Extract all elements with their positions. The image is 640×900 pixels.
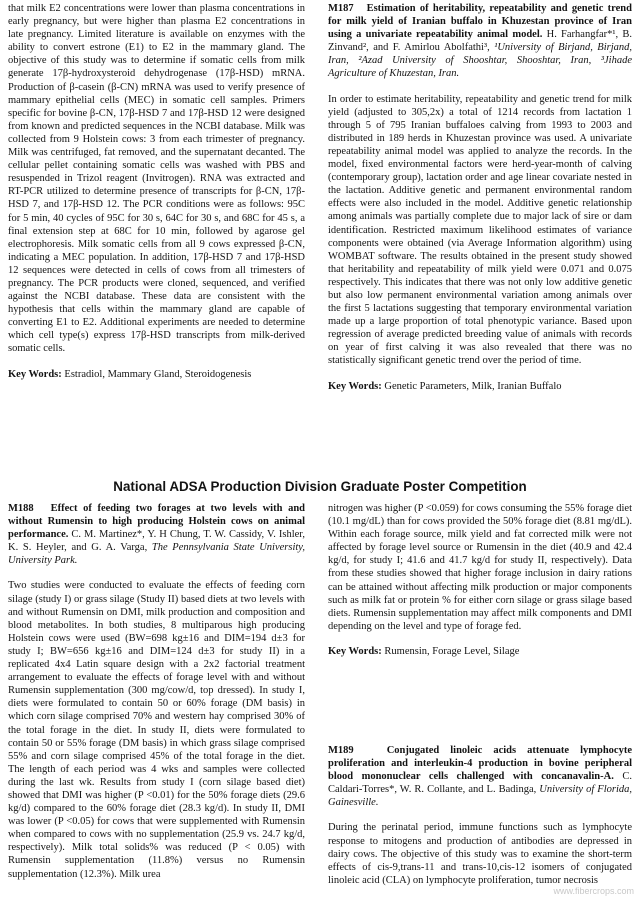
abstract-continued-column	[8, 2, 305, 381]
key-words-text: Estradiol, Mammary Gland, Steroidogenesis	[64, 368, 252, 380]
key-words-text: Rumensin, Forage Level, Silage	[384, 645, 520, 657]
abstract-code: M187	[328, 3, 354, 14]
section-title: National ADSA Production Division Graduate Poster Competition	[113, 479, 527, 494]
abstract-body: During the perinatal period, immune functions such as lymphocyte response to mitogens and production of antibodies are depressed in dairy cows. The objective of this study was to examine the short-term effects of cis-9,trans-11 and trans-10,cis-12 isomers of conjugated linoleic acid (CLA) on lymphocyte proliferation, tumor necrosis	[328, 822, 632, 886]
key-words-label: Key Words:	[328, 380, 382, 392]
abstract-code: M188	[8, 503, 34, 514]
key-words	[8, 368, 305, 381]
abstract-m189	[328, 744, 632, 887]
abstract-title: Conjugated linoleic acids attenuate lymphocyte proliferation and interleukin-4 production in bovine peripheral blood mononuclear cells challenged with concanavalin-A.	[328, 745, 633, 783]
abstract-header	[328, 744, 632, 809]
abstract-title: Effect of feeding two forages at two levels with and without Rumensin to high producing Holstein cows on animal performance.	[8, 503, 306, 541]
abstract-authors: C. Caldari-Torres*, W. R. Collante, and L. Badinga,	[328, 771, 632, 796]
abstract-header	[328, 2, 632, 81]
abstract-body: In order to estimate heritability, repeatability and genetic trend for milk yield (adjusted to 305,2x) a total of 1214 records from lactation 1 through 5 of 795 Iranian buffaloes calving from 1993 to 2003 and distributed in 189 herds in Khuzestan province was used. A univariate repeatability animal model was applied to analyze the records. In the model, fixed environmental factors were herd-year-month of calving (contemporary group), lactation order and age linear covariate nested in the lactation. Additive genetic and permanent environmental random effects were also included in the model. Additive genetic relationship among animals was partially complete due to major lack of sire or dam identification. Restricted maximum likelihood estimates of variance components were obtained (via Average Information algorithm) using WOMBAT software. The results obtained in the present study showed that heritability and repeatability of milk yield were 0.071 and 0.075 respectively. This indicates that there was not only low additive genetic but also low permanent environmental variation among animals over the first 5 lactations suggesting that temporary environmental variation made up a large proportion of total phenotypic variance. Based upon regression of average predicted breeding value of animals with records on year of first calving it was also revealed that there was no statistically significant genetic trend over the period of time.	[328, 93, 632, 367]
abstract-affiliation: University of Florida, Gainesville.	[328, 784, 632, 809]
abstract-m188-continued	[328, 502, 632, 658]
abstract-header	[8, 502, 305, 567]
key-words-label: Key Words:	[328, 645, 382, 657]
abstract-code: M189	[328, 745, 354, 756]
abstract-title: Estimation of heritability, repeatability and genetic trend for milk yield of Iranian buffalo in Khuzestan province of Iran using a univariate repeatability animal model.	[328, 3, 632, 41]
key-words-label: Key Words:	[8, 368, 62, 380]
abstract-affiliation: The Pennsylvania State University, University Park.	[8, 542, 305, 567]
key-words	[328, 380, 632, 393]
abstract-authors: C. M. Martinez*, Y. H Chung, T. W. Cassidy, V. Ishler, K. S. Heyler, and G. A. Varga,	[8, 529, 305, 554]
abstract-body: Two studies were conducted to evaluate the effects of feeding corn silage (study I) or grass silage (Study II) based diets at two levels with and without Rumensin on DMI, milk production and composition and blood metabolites. In both studies, 8 multiparous high producing Holstein cows were used (BW=698 kg±16 and DIM=194 d±3 for study I; BW=656 kg±16 and DIM=124 d±3 for study II) in a replicated 4x4 Latin square design with a 2x2 factorial treatment arrangement to evaluate the effects of forage level with and without Rumensin supplementation (300 mg/cow/d, top dressed). In study I, diets were formulated to contain 50 or 60% forage (DM basis) in which corn silage comprised 70% and western hay comprised 30% of the total forage in the diet. In study II, diets were formulated to contain 50 or 55% forage (DM basis) in which grass silage comprised 55% and corn silage comprised 45% of the total forage in the diet. The length of each period was 4 wks and samples were collected during the last wk. Results from study I (corn silage based diet) showed that DMI was higher (P <0.01) for the 50% forage diets (29.6 kg/d) compared to the 60% forage diet (28.3 kg/d). In study II, DMI was lower (P <0.05) for cows that were supplemented with Rumensin when compared to cows with no supplementation (25.9 vs. 24.7 kg/d, respectively). Milk total solids% was reduced (P < 0.05) with Rumensin supplementation (11.8%) versus no Rumensin supplementation (12.3%). Milk urea	[8, 580, 305, 880]
abstract-body: that milk E2 concentrations were lower than plasma concentrations in early pregnancy, but were higher than plasma E2 concentrations in late pregnancy. Limited literature is available on enzymes with the ability to convert estrone (E1) to E2 in the mammary gland. The objective of this study was to determine if somatic cells from milk generate 17β-hydroxysteroid dehydrogenase (17β-HSD) mRNA. Production of β-casein (β-CN) mRNA was used to verify presence of mammary epithelial cells (MEC) in somatic cell samples. Primers specific for bovine β-CN, 17β-HSD 7 and 17β-HSD 12 were designed from known and predicted sequences in the NCBI database. Milk was collected from 9 Holstein cows: 3 from each trimester of pregnancy. Milk was centrifuged, fat removed, and the supernatant decanted. The cellular pellet containing somatic cells was washed with PBS and resuspended in Trizol reagent (Invitrogen). RNA was extracted and RT-PCR utilized to determine presence of transcripts for β-CN, 17β-HSD 7, and 17β-HSD 12. The PCR conditions were as follows: 95C for 5 min, 40 cycles of 95C for 30 s, 64C for 30 s, and 68C for 45 s, a final extension step at 68C for 10 min, followed by agarose gel electrophoresis. Milk somatic cells from all 9 cows expressed β-CN, indicating a MEC population. In addition, 17β-HSD 7 and 17β-HSD 12 sequences were detected in cells of cows from all trimesters of pregnancy. The PCR products were cloned, sequenced, and verified against the NCBI database. These data are consistent with the hypothesis that cells within the mammary gland are capable of converting E1 to E2. Additional experiments are needed to determine which cell type(s) express 17β-HSD transcripts from milk-derived somatic cells.	[8, 3, 305, 355]
watermark: www.fibercrops.com	[553, 886, 634, 896]
abstract-m188	[8, 502, 305, 881]
abstract-m187	[328, 2, 632, 393]
abstract-authors: H. Farhangfar*¹, B. Zinvand², and F. Amirlou Abolfathi³,	[328, 29, 632, 54]
abstract-affiliation: ¹University of Birjand, Birjand, Iran, ²Azad University of Shooshtar, Shooshtar, Iran, ³Jihade Agriculture of Khuzestan, Iran.	[328, 42, 632, 80]
abstract-body-continued: nitrogen was higher (P <0.059) for cows consuming the 55% forage diet (10.1 mg/dL) than for cows provided the 50% forage diet (8.81 mg/dL). Within each forage source, milk yield and fat corrected milk were not affected by forage level source or Rumensin in the diet (40.9 and 42.4 kg/d, for study I; 41.6 and 41.7 kg/d for study II, respectively). Data from these studies showed that higher forage inclusion in dairy rations can be attained without affecting milk production or major components such as milk fat or protein % for either corn silage or grass silage based diets. Rumensin supplementation may affect milk components and DMI depending on the level and type of forage fed.	[328, 503, 632, 632]
key-words	[328, 645, 632, 658]
key-words-text: Genetic Parameters, Milk, Iranian Buffalo	[384, 380, 562, 392]
